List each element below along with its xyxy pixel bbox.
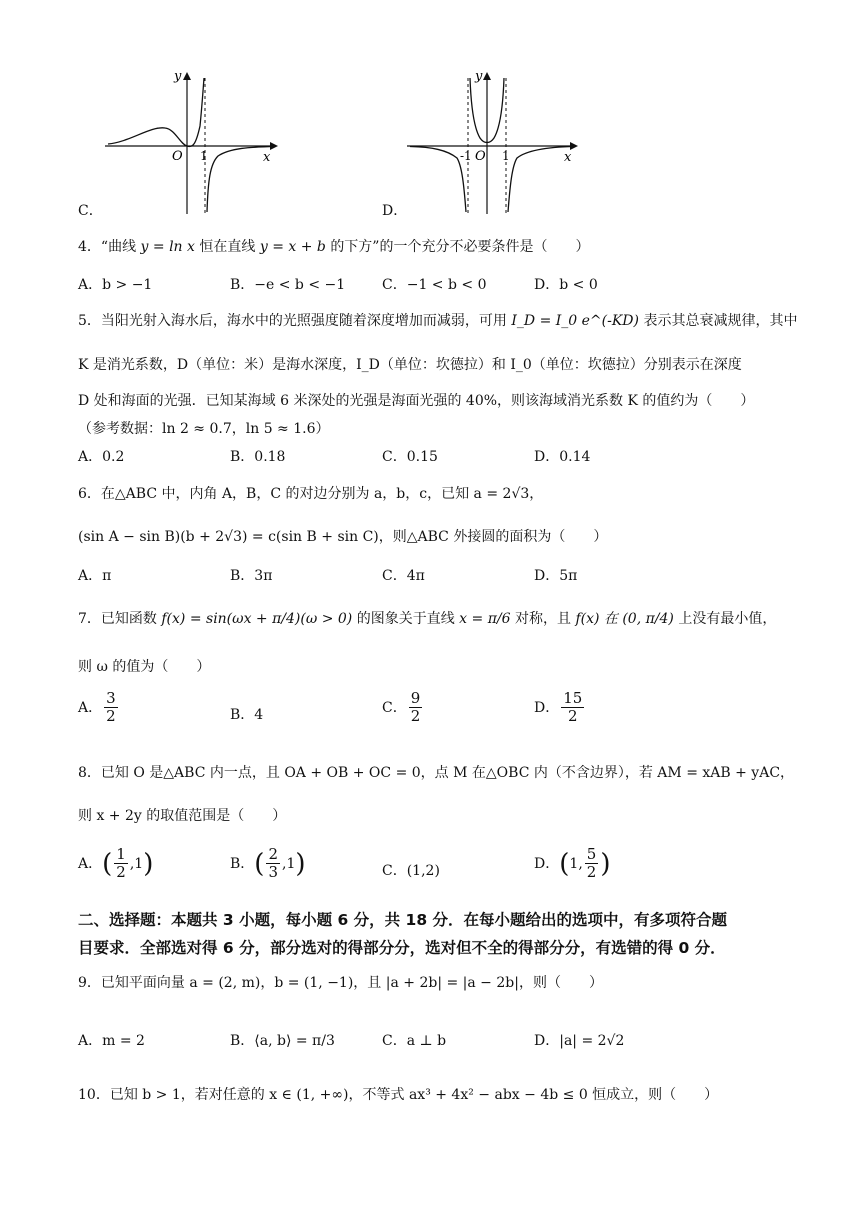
q7-option-d: D． $\frac{15}{2}$ [534,689,583,726]
graph-d-label: D． [382,203,408,219]
graph-d [402,66,592,216]
section2-heading-line-2: 目要求．全部选对得 6 分，部分选对的得部分分，选对但不全的得部分分，有选错的得 0 分． [78,939,726,957]
graph-c-y-label: y [174,69,182,84]
q4-option-a: A．b > −1 [78,277,153,293]
q8-option-b: B．( $\frac{2}{3}$ ,1) [230,845,306,882]
section2-heading-line-1: 二、选择题：本题共 3 小题，每小题 6 分，共 18 分．在每小题给出的选项中，有多项符合题 [78,911,728,929]
q7-option-c: C． $\frac{9}{2}$ [382,689,421,726]
q4-option-d: D．b < 0 [534,277,598,293]
q5-option-c: C．0.15 [382,449,438,465]
q8-option-a: A．( $\frac{1}{2}$ ,1) [78,845,154,882]
q4-option-c: C．−1 < b < 0 [382,277,487,293]
q6-option-d: D．5π [534,568,578,584]
graph-c-origin: O [172,149,183,164]
graph-d-one: 1 [502,149,510,163]
q9-option-c: C．a ⊥ b [382,1033,447,1049]
q9-option-a: A．m = 2 [78,1033,145,1049]
q7-line-1: 7．已知函数 f(x) = sin(ωx + π/4)(ω > 0) 的图象关于直线 x = π/6 对称，且 f(x) 在 (0, π/4) 上没有最小值， [78,611,777,627]
q4-stem: 4．“曲线 y = ln x 恒在直线 y = x + b 的下方”的一个充分不必要条件是（ ） [78,239,590,255]
q7-line-2: 则 ω 的值为（ ） [78,659,211,675]
q7-option-a: A． $\frac{3}{2}$ [78,689,116,726]
q6-option-b: B．3π [230,568,273,584]
q5-option-b: B．0.18 [230,449,286,465]
graph-c-label: C． [78,203,103,219]
q5-line-3: D 处和海面的光强．已知某海域 6 米深处的光强是海面光强的 40%，则该海域消光系数 K 的值约为（ ） [78,393,755,409]
q5-line-1: 5．当阳光射入海水后，海水中的光照强度随着深度增加而减弱，可用 I_D = I_0 e^(-KD) 表示其总衰减规律，其中 [78,313,798,329]
q9-option-b: B．⟨a, b⟩ = π/3 [230,1033,335,1049]
q8-option-c: C．(1,2) [382,863,440,879]
q5-line-4: （参考数据：ln 2 ≈ 0.7，ln 5 ≈ 1.6） [78,421,330,437]
q9-option-d: D．|a| = 2√2 [534,1033,625,1049]
graph-d-y-label: y [475,69,483,84]
graph-c [100,66,290,216]
q6-line-2: (sin A − sin B)(b + 2√3) = c(sin B + sin C)，则△ABC 外接圆的面积为（ ） [78,529,608,545]
q6-option-c: C．4π [382,568,425,584]
q10-stem: 10．已知 b > 1，若对任意的 x ∈ (1, +∞)，不等式 ax³ + 4x² − abx − 4b ≤ 0 恒成立，则（ ） [78,1087,719,1103]
q6-option-a: A．π [78,568,112,584]
q5-option-a: A．0.2 [78,449,125,465]
q4-option-b: B．−e < b < −1 [230,277,346,293]
q6-line-1: 6．在△ABC 中，内角 A，B，C 的对边分别为 a，b，c，已知 a = 2√3， [78,486,544,502]
graph-c-x-label: x [263,150,271,165]
q5-option-d: D．0.14 [534,449,591,465]
q8-option-d: D．(1, $\frac{5}{2}$ ) [534,845,611,882]
q9-stem: 9．已知平面向量 a = (2, m)，b = (1, −1)，且 |a + 2b| = |a − 2b|，则（ ） [78,975,603,991]
graph-d-x-label: x [564,150,572,165]
q5-line-2: K 是消光系数，D（单位：米）是海水深度，I_D（单位：坎德拉）和 I_0（单位：坎德拉）分别表示在深度 [78,357,742,373]
q8-line-1: 8．已知 O 是△ABC 内一点，且 OA + OB + OC = 0，点 M 在△OBC 内（不含边界），若 AM = xAB + yAC， [78,765,795,781]
q7-option-b: B．4 [230,707,264,723]
graph-d-origin: O [475,149,486,164]
graph-c-one: 1 [200,149,208,163]
q8-line-2: 则 x + 2y 的取值范围是（ ） [78,808,287,824]
graph-d-neg-one: -1 [460,149,472,163]
